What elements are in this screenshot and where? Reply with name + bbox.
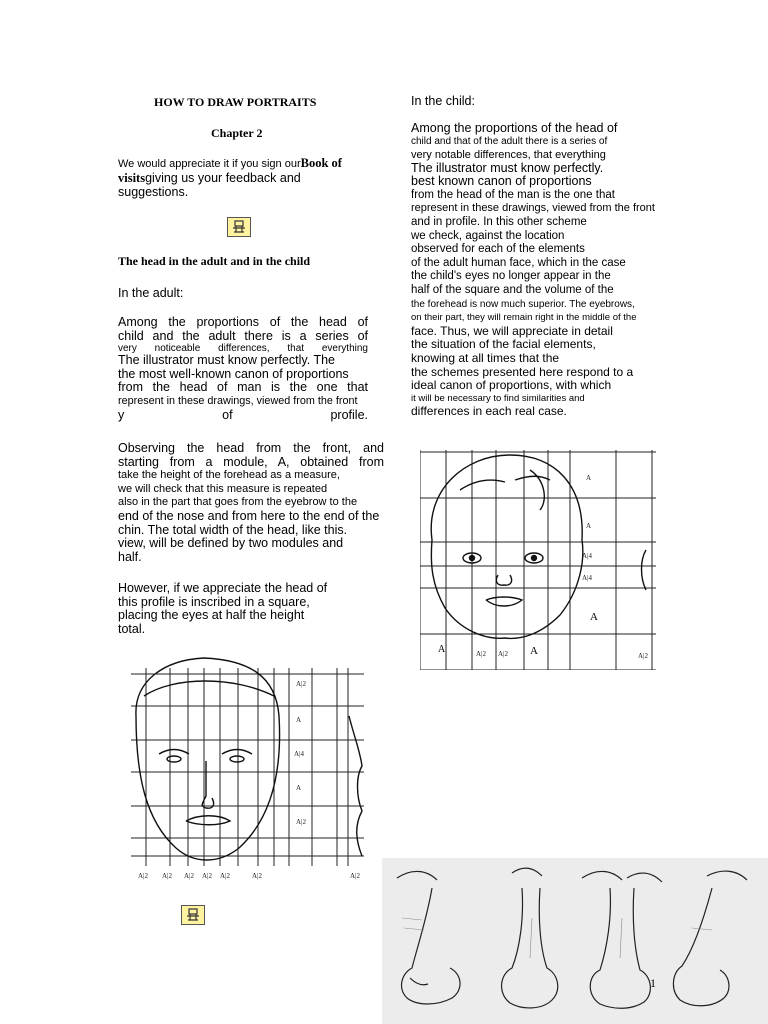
- child-paragraph: Among the proportions of the head of child and that of the adult there is a series of very notable differences, that everything The illustrator must know perfectly. best known canon of proportions from the head of the man is the one that represent in these drawings, viewed from the front and in profile. In this other scheme we check, against the location observed for each of the elements of the adult human face, which in the case the child's eyes no longer appear in the half of the square and the volume of the the forehead is now much superior. The eyebrows, on their part, they will remain right in the middle of the face. Thus, we will appreciate in detail the situation of the facial elements, knowing at all times that the the schemes presented here respond to a ideal canon of proportions, with which it will be necessary to find similarities and differences in each real case.: [411, 121, 655, 418]
- svg-text:A: A: [586, 474, 592, 482]
- svg-text:A|2: A|2: [296, 680, 306, 688]
- intro-pre: We would appreciate it if you sign our: [118, 158, 301, 170]
- visits-link[interactable]: visits: [118, 171, 146, 185]
- child-subhead: In the child:: [411, 94, 475, 108]
- svg-text:A|2: A|2: [220, 872, 230, 880]
- adult-subhead: In the adult:: [118, 286, 184, 300]
- child-head-grid-figure: [420, 450, 656, 670]
- svg-text:A|2: A|2: [138, 872, 148, 880]
- noses-sketch-image: [382, 858, 768, 1024]
- svg-text:A|2: A|2: [476, 650, 486, 658]
- svg-text:A|2: A|2: [350, 872, 360, 880]
- svg-text:A|2: A|2: [202, 872, 212, 880]
- adult-paragraph-2: Observing the head from the front, and starting from a module, A, obtained from take the height of the forehead as a measure, we will check that this measure is repeated also in the part that goes from the eyebrow to the end of the nose and from here to the end of the chin. The total width of the head, like this. view, will be defined by two modules and half.: [118, 441, 384, 564]
- svg-text:A|4: A|4: [582, 552, 592, 560]
- svg-text:A: A: [586, 522, 592, 530]
- svg-text:A|2: A|2: [296, 818, 306, 826]
- adult-paragraph-3: However, if we appreciate the head of this profile is inscribed in a square, placing the eyes at half the height total.: [118, 581, 328, 636]
- intro-post: giving us your feedback and: [145, 171, 301, 185]
- adult-head-grid-figure: [124, 656, 364, 886]
- page-number: 1: [650, 976, 656, 990]
- svg-text:A|2: A|2: [162, 872, 172, 880]
- svg-text:A|4: A|4: [582, 574, 592, 582]
- guestbook-icon-bottom[interactable]: [181, 905, 205, 925]
- guestbook-icon[interactable]: [227, 217, 251, 237]
- svg-text:A|2: A|2: [638, 652, 648, 660]
- adult-paragraph-1: Among the proportions of the head of child and the adult there is a series of very noticeable differences, that everything The illustrator must know perfectly. The the most well-known canon of proportions from the head of man is the one that represent in these drawings, viewed from the front y of profile.: [118, 315, 368, 422]
- child-label-a1: A: [590, 611, 598, 623]
- svg-text:A|2: A|2: [498, 650, 508, 658]
- child-label-a2: A: [438, 644, 446, 655]
- svg-text:A|2: A|2: [252, 872, 262, 880]
- section-heading: The head in the adult and in the child: [118, 254, 311, 268]
- page-title: HOW TO DRAW PORTRAITS: [154, 95, 317, 109]
- child-label-a3: A: [530, 645, 538, 657]
- chapter-label: Chapter 2: [211, 126, 263, 140]
- svg-text:A: A: [296, 716, 302, 724]
- svg-text:A|4: A|4: [294, 750, 304, 758]
- svg-text:A|2: A|2: [184, 872, 194, 880]
- svg-text:A: A: [296, 784, 302, 792]
- book-of-visits-link[interactable]: Book of: [300, 156, 342, 170]
- intro-text: [118, 156, 398, 199]
- intro-line3: suggestions.: [118, 185, 189, 199]
